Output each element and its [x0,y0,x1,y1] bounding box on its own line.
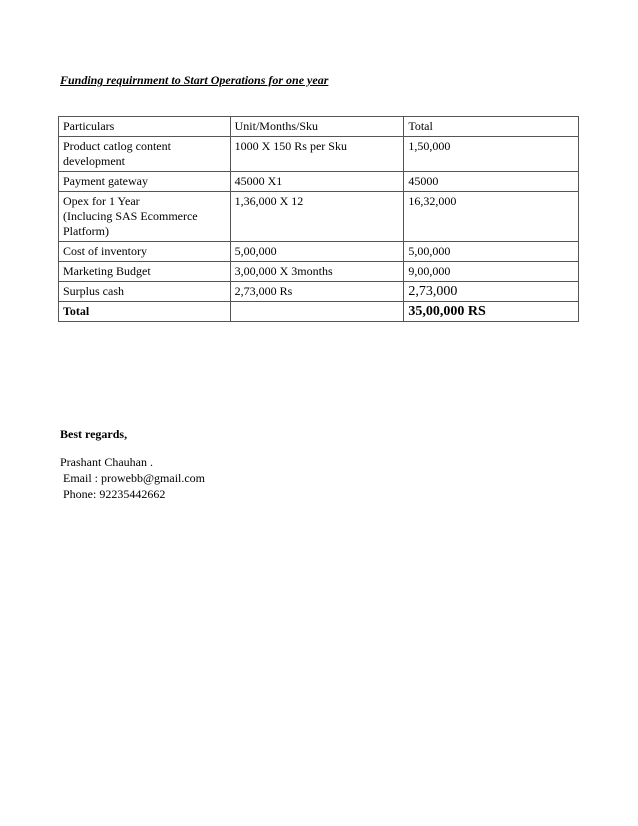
cell-particulars: Cost of inventory [59,242,231,262]
header-total: Total [404,117,579,137]
table-header-row [59,117,579,137]
cell-total: 2,73,000 [404,282,579,302]
cell-unit: 45000 X1 [230,172,404,192]
cell-total: 5,00,000 [404,242,579,262]
cell-total: 16,32,000 [404,192,579,242]
table-row [59,172,579,192]
closing-regards: Best regards, [60,427,128,441]
cell-total: 9,00,000 [404,262,579,282]
cell-particulars: Marketing Budget [59,262,231,282]
cell-total: 45000 [404,172,579,192]
funding-table [58,116,579,322]
cell-particulars: Product catlog content development [59,137,231,172]
total-label: Total [59,302,231,322]
total-unit [230,302,404,322]
cell-total: 1,50,000 [404,137,579,172]
signature-block [60,426,205,502]
total-value: 35,00,000 RS [404,302,579,322]
cell-particulars: Opex for 1 Year (Inclucing SAS Ecommerce Platform) [59,192,231,242]
cell-unit: 3,00,000 X 3months [230,262,404,282]
cell-particulars: Payment gateway [59,172,231,192]
table-row [59,282,579,302]
sender-email: Email : prowebb@gmail.com [60,471,206,485]
cell-particulars: Surplus cash [59,282,231,302]
table-row [59,262,579,282]
cell-unit: 1,36,000 X 12 [230,192,404,242]
table-total-row [59,302,579,322]
header-unit: Unit/Months/Sku [230,117,404,137]
cell-unit: 5,00,000 [230,242,404,262]
sender-name: Prashant Chauhan . [60,455,153,469]
header-particulars: Particulars [59,117,231,137]
table-row [59,192,579,242]
table-row [59,242,579,262]
sender-phone: Phone: 92235442662 [60,487,166,501]
cell-unit: 2,73,000 Rs [230,282,404,302]
table-row [59,137,579,172]
document-title: Funding requirnment to Start Operations for one year [60,73,329,87]
cell-unit: 1000 X 150 Rs per Sku [230,137,404,172]
